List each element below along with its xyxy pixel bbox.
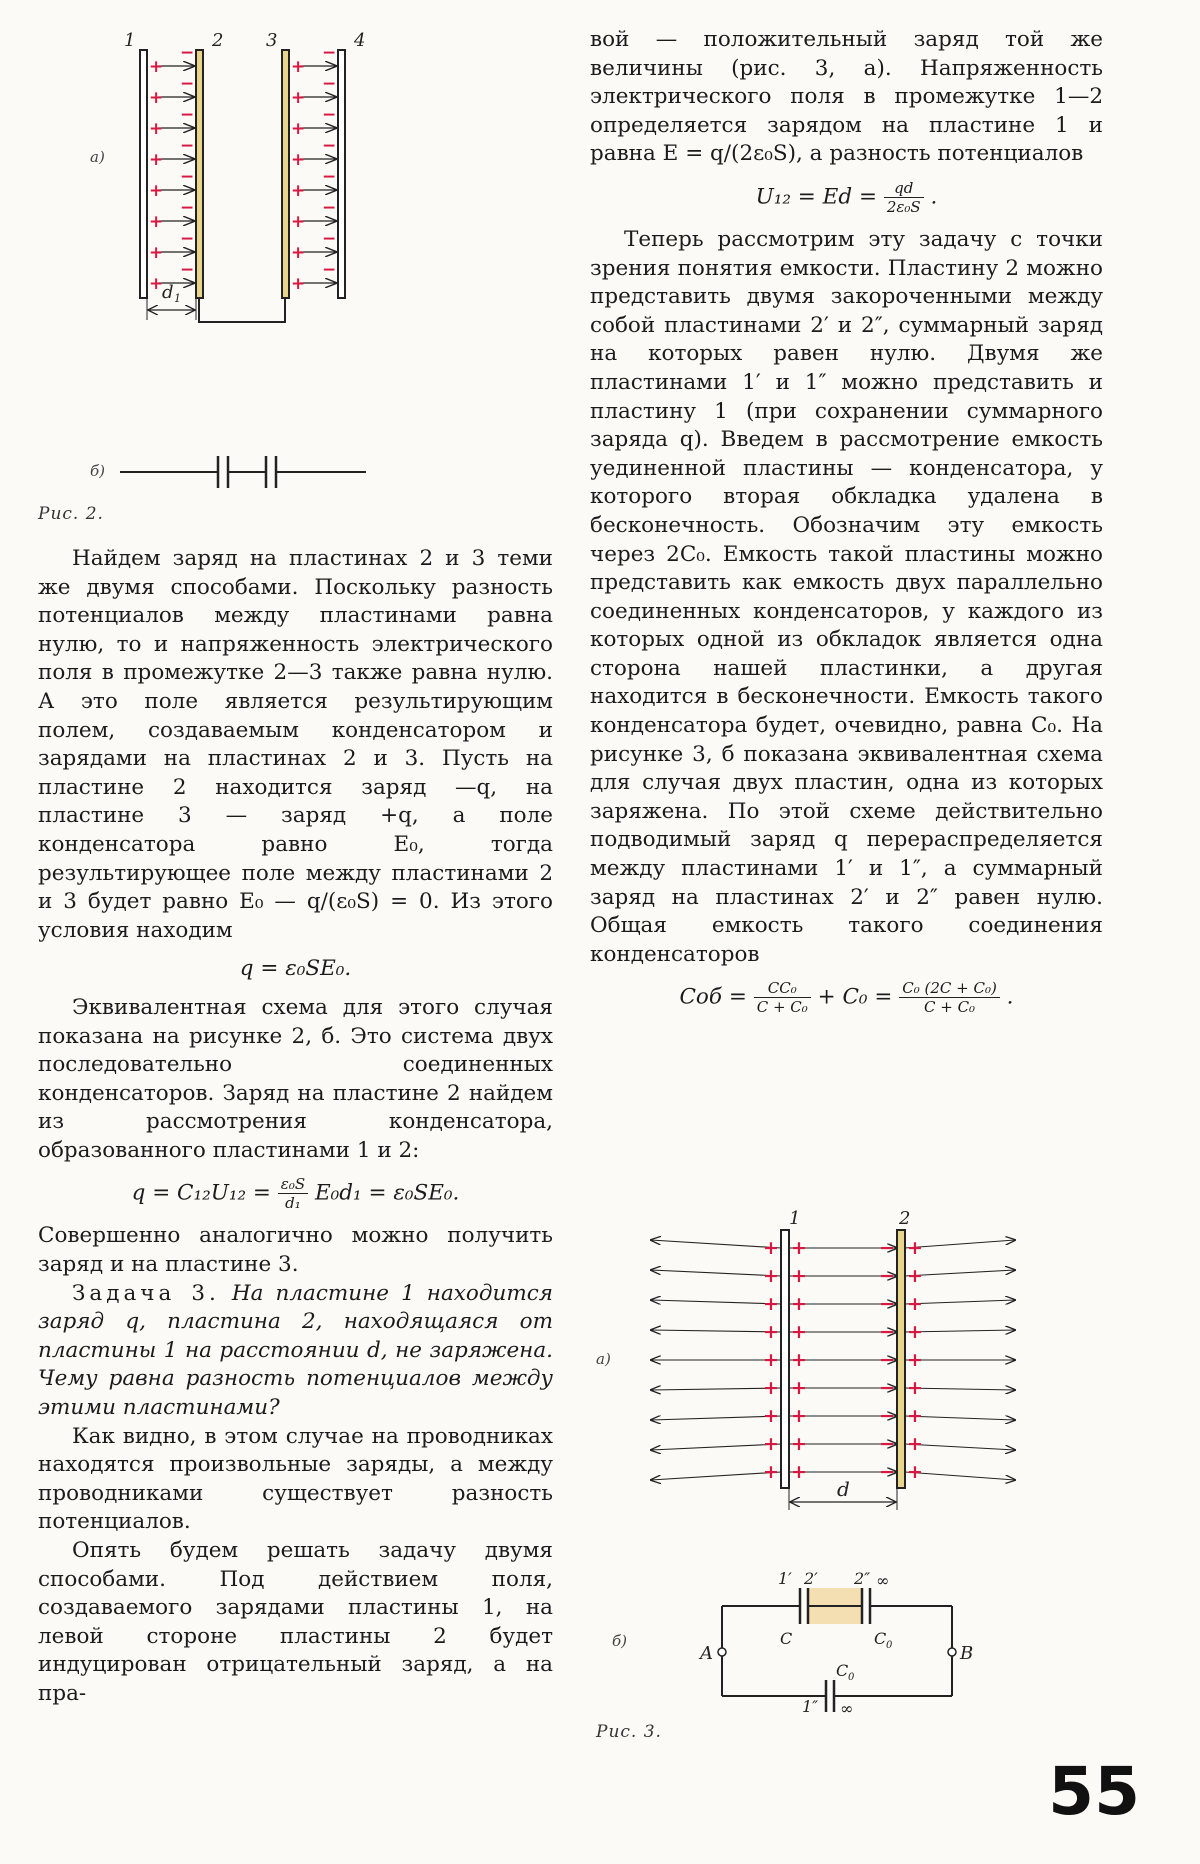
node-a xyxy=(718,1648,726,1656)
svg-text:∞: ∞ xyxy=(876,1571,890,1590)
fig3-plate-label-1: 1 xyxy=(789,1208,801,1229)
fig2-plus-sign: + xyxy=(291,212,306,232)
fig3-plus-sign: + xyxy=(791,1461,807,1483)
fig3-plus-sign: + xyxy=(907,1377,923,1399)
right-column xyxy=(590,26,1103,1026)
fig3-minus-sign: − xyxy=(879,1405,895,1427)
fig2-minus-sign: − xyxy=(180,43,195,63)
right-formula-1: U₁₂ = Ed = $\frac{qd}{\text{2ε₀S}}$ . xyxy=(755,178,938,216)
fig3-plus-sign: + xyxy=(763,1237,779,1259)
task-heading: Задача 3. xyxy=(72,1280,220,1306)
left-formula-2: q = C₁₂U₁₂ = $\frac{\text{ε₀S}}{\text{d₁}}$ E₀d₁ = ε₀SE₀. xyxy=(131,1175,460,1213)
cap-c0-right-label: C xyxy=(874,1629,887,1648)
fig2-minus-sign: − xyxy=(322,105,337,125)
fig2-minus-sign: − xyxy=(180,167,195,187)
cap-c0-bottom-label: C xyxy=(836,1661,849,1680)
fig2-minus-sign: − xyxy=(180,198,195,218)
fig3-plus-sign: + xyxy=(791,1433,807,1455)
fig3-caption: Рис. 3. xyxy=(596,1722,662,1742)
fig3-plus-sign: + xyxy=(907,1405,923,1427)
fig2-minus-sign: − xyxy=(322,167,337,187)
fig3-field-line-left xyxy=(651,1388,781,1390)
svg-text:1: 1 xyxy=(174,292,181,305)
fig2-minus-sign: − xyxy=(180,136,195,156)
fig2-plus-sign: + xyxy=(149,88,164,108)
fig2-plus-sign: + xyxy=(291,88,306,108)
fig3-label-b: б) xyxy=(612,1632,628,1650)
fig2-minus-sign: − xyxy=(180,105,195,125)
fig2-minus-sign: − xyxy=(322,43,337,63)
fig2-minus-sign: − xyxy=(322,260,337,280)
fig3-plus-sign: + xyxy=(791,1237,807,1259)
fig3-plus-sign: + xyxy=(763,1321,779,1343)
fig3-minus-sign: − xyxy=(879,1349,895,1371)
fig3-minus-sign: − xyxy=(879,1265,895,1287)
fig3-d-label: d xyxy=(837,1477,850,1501)
task-text: На пластине 1 находится заряд q, пластина 2, находящаяся от пластины 1 на расстоянии d, не заряжена. Чему равна разность потенциалов между этими пластинами? xyxy=(38,1280,553,1421)
fig2-plus-sign: + xyxy=(291,243,306,263)
fig2-plates-diagram xyxy=(120,30,450,360)
fig2-minus-sign: − xyxy=(180,74,195,94)
fig3-plus-sign: + xyxy=(907,1293,923,1315)
fig3-plus-sign: + xyxy=(907,1349,923,1371)
fig2-label-b: б) xyxy=(90,462,106,480)
fig3-plus-sign: + xyxy=(763,1265,779,1287)
fig3-plus-sign: + xyxy=(791,1349,807,1371)
fig2-plate-4 xyxy=(338,50,345,298)
left-formula-1: q = ε₀SE₀. xyxy=(239,956,352,982)
fig3-minus-sign: − xyxy=(879,1237,895,1259)
fig2-minus-sign: − xyxy=(322,136,337,156)
fig3-minus-sign: − xyxy=(879,1321,895,1343)
fig2-minus-sign: − xyxy=(180,229,195,249)
fig2-plus-sign: + xyxy=(149,150,164,170)
fig2-plus-sign: + xyxy=(149,181,164,201)
svg-text:2″: 2″ xyxy=(854,1569,871,1588)
fig3-plus-sign: + xyxy=(907,1461,923,1483)
svg-text:0: 0 xyxy=(886,1640,893,1651)
fig2-plus-sign: + xyxy=(149,243,164,263)
fig2-plus-sign: + xyxy=(149,274,164,294)
fig3-field-line-left xyxy=(651,1472,781,1480)
fig3-plate-1 xyxy=(781,1230,789,1488)
fig2-plate-label-2: 2 xyxy=(212,30,224,51)
left-paragraph-2: Эквивалентная схема для этого случая показана на рисунке 2, б. Это система двух последовательно соединенных конденсаторов. Заряд на пластине 2 найдем из рассмотрения конденсатора, образованного пластинами 1 и 2: xyxy=(38,994,553,1163)
fig3-minus-sign: − xyxy=(879,1377,895,1399)
fig2-minus-sign: − xyxy=(322,229,337,249)
fig3-label-a: а) xyxy=(596,1350,611,1368)
fig3-plus-sign: + xyxy=(791,1405,807,1427)
fig3-field-line-left xyxy=(651,1444,781,1450)
fig3-plus-sign: + xyxy=(791,1377,807,1399)
fig2-caption: Рис. 2. xyxy=(38,504,104,524)
fig2-plate-2 xyxy=(196,50,203,298)
fig2-plus-sign: + xyxy=(291,181,306,201)
fig3-plus-sign: + xyxy=(907,1265,923,1287)
left-column xyxy=(38,545,553,1709)
svg-text:1″: 1″ xyxy=(802,1697,819,1716)
fig3-minus-sign: − xyxy=(879,1293,895,1315)
fig2-plus-sign: + xyxy=(291,57,306,77)
fig3-plate-2 xyxy=(897,1230,905,1488)
fig2-minus-sign: − xyxy=(180,260,195,280)
fig3-plus-sign: + xyxy=(763,1349,779,1371)
fig3-field-line-left xyxy=(651,1270,781,1276)
fig3-plus-sign: + xyxy=(763,1377,779,1399)
fig3-plus-sign: + xyxy=(791,1293,807,1315)
fig2-plate-label-1: 1 xyxy=(124,30,136,51)
svg-text:2′: 2′ xyxy=(804,1569,818,1588)
fig2-plate-1 xyxy=(140,50,147,298)
node-a-label: A xyxy=(700,1643,713,1664)
fig3-field-line-left xyxy=(651,1240,781,1248)
left-paragraph-1: Найдем заряд на пластинах 2 и 3 теми же двумя способами. Поскольку разность потенциалов между пластинами равна нулю, то и напряженность электрического поля в промежутке 2—3 также равна нулю. А это поле является результирующим полем, создаваемым конденсатором и зарядами на пластинах 2 и 3. Пусть на пластине 2 находится заряд —q, на пластине 3 — заряд +q, а поле конденсатора равно E₀, тогда результирующее поле между пластинами 2 и 3 будет равно E₀ — q/(ε₀S) = 0. Из этого условия находим xyxy=(38,546,553,943)
fig2-label-a: а) xyxy=(90,148,105,166)
fig3-plus-sign: + xyxy=(763,1405,779,1427)
fig2-plus-sign: + xyxy=(149,212,164,232)
fig3-plus-sign: + xyxy=(763,1433,779,1455)
fig2-minus-sign: − xyxy=(322,74,337,94)
page-number: 55 xyxy=(1048,1753,1140,1830)
fig3-plus-sign: + xyxy=(763,1293,779,1315)
fig2-plate-label-3: 3 xyxy=(266,30,278,51)
right-paragraph-2: Теперь рассмотрим эту задачу с точки зрения понятия емкости. Пластину 2 можно представить двумя закороченными между собой пластинами 2′ и 2″, суммарный заряд на которых равен нулю. Двумя же пластинами 1′ и 1″ можно представить и пластину 1 (при сохранении суммарного заряда q). Введем в рассмотрение емкость уединенной пластины — конденсатора, у которого вторая обкладка удалена в бесконечность. Обозначим эту емкость через 2C₀. Емкость такой пластины можно представить как емкость двух параллельно соединенных конденсаторов, у каждого из которых одной из обкладок является одна сторона нашей пластинки, а другая находится в бесконечности. Емкость такого конденсатора будет, очевидно, равна C₀. На рисунке 3, б показана эквивалентная схема для случая двух пластин, одна из которых заряжена. По этой схеме действительно подводимый заряд q перераспределяется между пластинами 1′ и 1″, а суммарный заряд на пластинах 2′ и 2″ равен нулю. Общая емкость такого соединения конденсаторов xyxy=(590,226,1103,967)
fig2-plus-sign: + xyxy=(291,274,306,294)
fig2-plus-sign: + xyxy=(291,150,306,170)
fig3-field-line-left xyxy=(651,1416,781,1420)
svg-text:∞: ∞ xyxy=(840,1699,854,1718)
node-b-label: B xyxy=(960,1643,974,1664)
fig2-plate-label-4: 4 xyxy=(354,30,366,51)
fig3-minus-sign: − xyxy=(879,1461,895,1483)
fig2-circuit xyxy=(120,452,380,492)
fig3-plus-sign: + xyxy=(791,1265,807,1287)
fig3-circuit xyxy=(690,1564,990,1718)
left-paragraph-3: Совершенно аналогично можно получить заряд и на пластине 3. xyxy=(38,1223,553,1278)
node-b xyxy=(948,1648,956,1656)
fig3-field-line-left xyxy=(651,1330,781,1332)
fig3-plus-sign: + xyxy=(907,1321,923,1343)
svg-text:0: 0 xyxy=(848,1672,855,1683)
fig3-plus-sign: + xyxy=(907,1433,923,1455)
fig2-minus-sign: − xyxy=(322,198,337,218)
fig2-plate-3 xyxy=(282,50,289,298)
task-3 xyxy=(38,1280,553,1423)
right-paragraph-1: вой — положительный заряд той же величины (рис. 3, а). Напряженность электрического поля в промежутке 1—2 определяется зарядом на пластине 1 и равна E = q/(2ε₀S), а разность потенциалов xyxy=(590,27,1103,167)
fig3-plus-sign: + xyxy=(791,1321,807,1343)
cap-c-label: C xyxy=(780,1629,793,1648)
fig3-plus-sign: + xyxy=(907,1237,923,1259)
right-formula-2: Cоб = $\frac{\text{CC₀}}{\text{C + C₀}}$ + C₀ = $\frac{\text{C₀ (2C + C₀)}}{\text{C + C₀}}$ . xyxy=(679,979,1014,1017)
left-paragraph-5: Опять будем решать задачу двумя способами. Под действием поля, создаваемого зарядами пластины 1, на левой стороне пластины 2 будет индуцирован отрицательный заряд, а на пра- xyxy=(38,1538,553,1706)
fig2-plus-sign: + xyxy=(149,119,164,139)
fig3-minus-sign: − xyxy=(879,1433,895,1455)
left-paragraph-4: Как видно, в этом случае на проводниках находятся произвольные заряды, а между проводниками существует разность потенциалов. xyxy=(38,1423,553,1535)
fig2-plus-sign: + xyxy=(291,119,306,139)
fig2-connecting-wire xyxy=(199,298,285,322)
fig2-d1-label: d xyxy=(162,282,174,303)
svg-text:1′: 1′ xyxy=(778,1569,792,1588)
fig2-plus-sign: + xyxy=(149,57,164,77)
fig3-plates-diagram xyxy=(645,1200,1025,1530)
fig3-plate-label-2: 2 xyxy=(899,1208,911,1229)
fig3-plus-sign: + xyxy=(763,1461,779,1483)
fig3-field-line-left xyxy=(651,1300,781,1304)
